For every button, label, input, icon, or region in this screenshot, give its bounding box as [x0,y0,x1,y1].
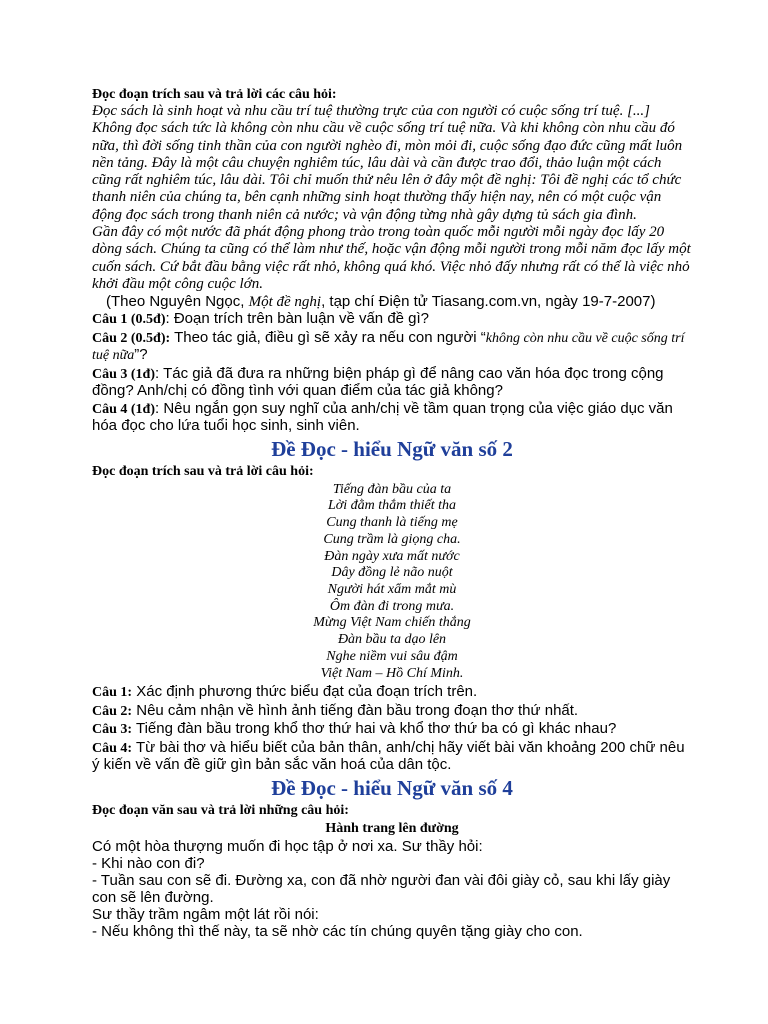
story-line: - Khi nào con đi? [92,854,205,872]
question-label: Câu 1 (0.5đ) [92,312,166,328]
question-label: Câu 1: [92,685,133,701]
section2-heading: Đề Đọc - hiểu Ngữ văn số 2 [271,436,513,461]
poem-line: Cung thanh là tiếng mẹ [326,515,458,531]
s2-question-2 [92,703,692,721]
source-title: Một đề nghị [248,294,322,311]
question-text: : Đoạn trích trên bàn luận về vấn đề gì? [165,310,430,328]
question-label: Câu 2 (0.5đ): [92,330,171,346]
poem-line: Cung trầm là giọng cha. [323,531,461,547]
section3-instruction: Đọc đoạn văn sau và trả lời những câu hỏi: [92,802,349,818]
story-line: - Nếu không thì thế này, ta sẽ nhờ các tín chúng quyên tặng giày cho con. [92,922,583,940]
section1-instruction: Đọc đoạn trích sau và trả lời các câu hỏi: [92,87,337,102]
poem-line: Lời đằm thắm thiết tha [327,498,457,514]
s1-question-2 [92,330,692,365]
section3-heading: Đề Đọc - hiểu Ngữ văn số 4 [271,775,513,800]
passage-paragraph-2: Gần đây có một nước đã phát động phong trào trong toàn quốc mỗi người mỗi ngày đọc lấy 20 dòng sách. Chúng ta cũng có thể làm như thế, hoặc vận động mỗi người trong mỗi năm đọc lấy một cuốn sách. Cứ bắt đầu bằng việc rất nhỏ, không quá khó. Việc nhỏ đấy nhưng rất có thể là việc nhỏ khởi đầu một công cuộc lớn. [92,224,691,292]
question-text: Tiếng đàn bầu trong khổ thơ thứ hai và khổ thơ thứ ba có gì khác nhau? [132,720,617,738]
question-text: : Nêu ngắn gọn suy nghĩ của anh/chị về tầm quan trọng của việc giáo dục văn hóa đọc cho lứa tuổi học sinh, sinh viên. [92,399,673,435]
question-label: Câu 4 (1đ) [92,401,156,417]
question-quote: không còn nhu cầu về cuộc sống trí tuệ nữa [92,330,685,364]
poem-line: Đàn bầu ta dạo lên [337,632,447,648]
story-line: Sư thầy trầm ngâm một lát rồi nói: [92,905,319,923]
poem-line: Người hát xẩm mắt mù [327,581,457,597]
document-page [92,86,692,940]
poem-line: Việt Nam – Hồ Chí Minh. [320,665,464,681]
s2-question-1 [92,684,692,702]
passage-source [92,293,692,311]
section2-instruction: Đọc đoạn trích sau và trả lời câu hỏi: [92,463,314,479]
question-label: Câu 3 (1đ) [92,366,156,382]
question-text: Từ bài thơ và hiểu biết của bản thân, anh/chị hãy viết bài văn khoảng 200 chữ nêu ý kiến về vấn đề giữ gìn bản sắc văn hoá của dân tộc. [92,738,685,774]
story-title: Hành trang lên đường [325,820,459,836]
s2-question-4 [92,740,692,774]
poem-line: Đàn ngày xưa mất nước [324,548,460,564]
question-quote-end: ”? [134,346,148,364]
poem-line: Ôm đàn đi trong mưa. [329,598,455,614]
s2-question-3 [92,721,692,739]
poem-line: Tiếng đàn bầu của ta [332,481,452,497]
question-text: Theo tác giả, điều gì sẽ xảy ra nếu con người “ [170,328,486,346]
poem-line: Mừng Việt Nam chiến thắng [313,615,471,631]
source-suffix: , tạp chí Điện tử Tiasang.com.vn, ngày 19-7-2007) [321,293,656,311]
s1-question-3 [92,366,692,400]
question-text: : Tác giả đã đưa ra những biện pháp gì để nâng cao văn hóa đọc trong cộng đồng? Anh/chị có đồng tình với quan điểm của tác giả không? [92,364,664,400]
poem-line: Dây đồng lẻ não nuột [331,565,453,581]
question-label: Câu 4: [92,740,133,756]
source-prefix: (Theo Nguyên Ngọc, [106,293,249,311]
poem-line: Nghe niềm vui sâu đậm [326,648,458,664]
section1-passage [92,103,692,293]
s1-question-4 [92,401,692,435]
question-text: Nêu cảm nhận về hình ảnh tiếng đàn bầu trong đoạn thơ thứ nhất. [132,701,579,719]
question-label: Câu 3: [92,722,133,738]
story-line: - Tuần sau con sẽ đi. Đường xa, con đã nhờ người đan vài đôi giày cỏ, sau khi lấy giày con sẽ lên đường. [92,871,671,906]
story-line: Có một hòa thượng muốn đi học tập ở nơi xa. Sư thầy hỏi: [92,837,483,855]
poem [92,482,692,682]
question-label: Câu 2: [92,703,133,719]
s1-question-1 [92,311,692,329]
story-text [92,838,692,940]
question-text: Xác định phương thức biểu đạt của đoạn trích trên. [132,683,478,701]
passage-paragraph-1: Đọc sách là sinh hoạt và nhu cầu trí tuệ thường trực của con người có cuộc sống trí tuệ. [...] Không đọc sách tức là không còn nhu cầu về cuộc sống trí tuệ nữa. Và khi không còn nhu cầu đó nữa, thì đời sống tinh thần của con người nghèo đi, mòn mỏi đi, cuộc sống đạo đức cũng mất luôn nền tảng. Đây là một câu chuyện nghiêm túc, lâu dài và cần được trao đổi, thảo luận một cách cũng rất nghiêm túc, lâu dài. Tôi chỉ muốn thử nêu lên ở đây một đề nghị: Tôi đề nghị các tổ chức thanh niên của chúng ta, bên cạnh những sinh hoạt thường thấy hiện nay, nên có một cuộc vận động đọc sách trong thanh niên cả nước; và vận động từng nhà gây dựng tủ sách gia đình. [92,103,683,223]
